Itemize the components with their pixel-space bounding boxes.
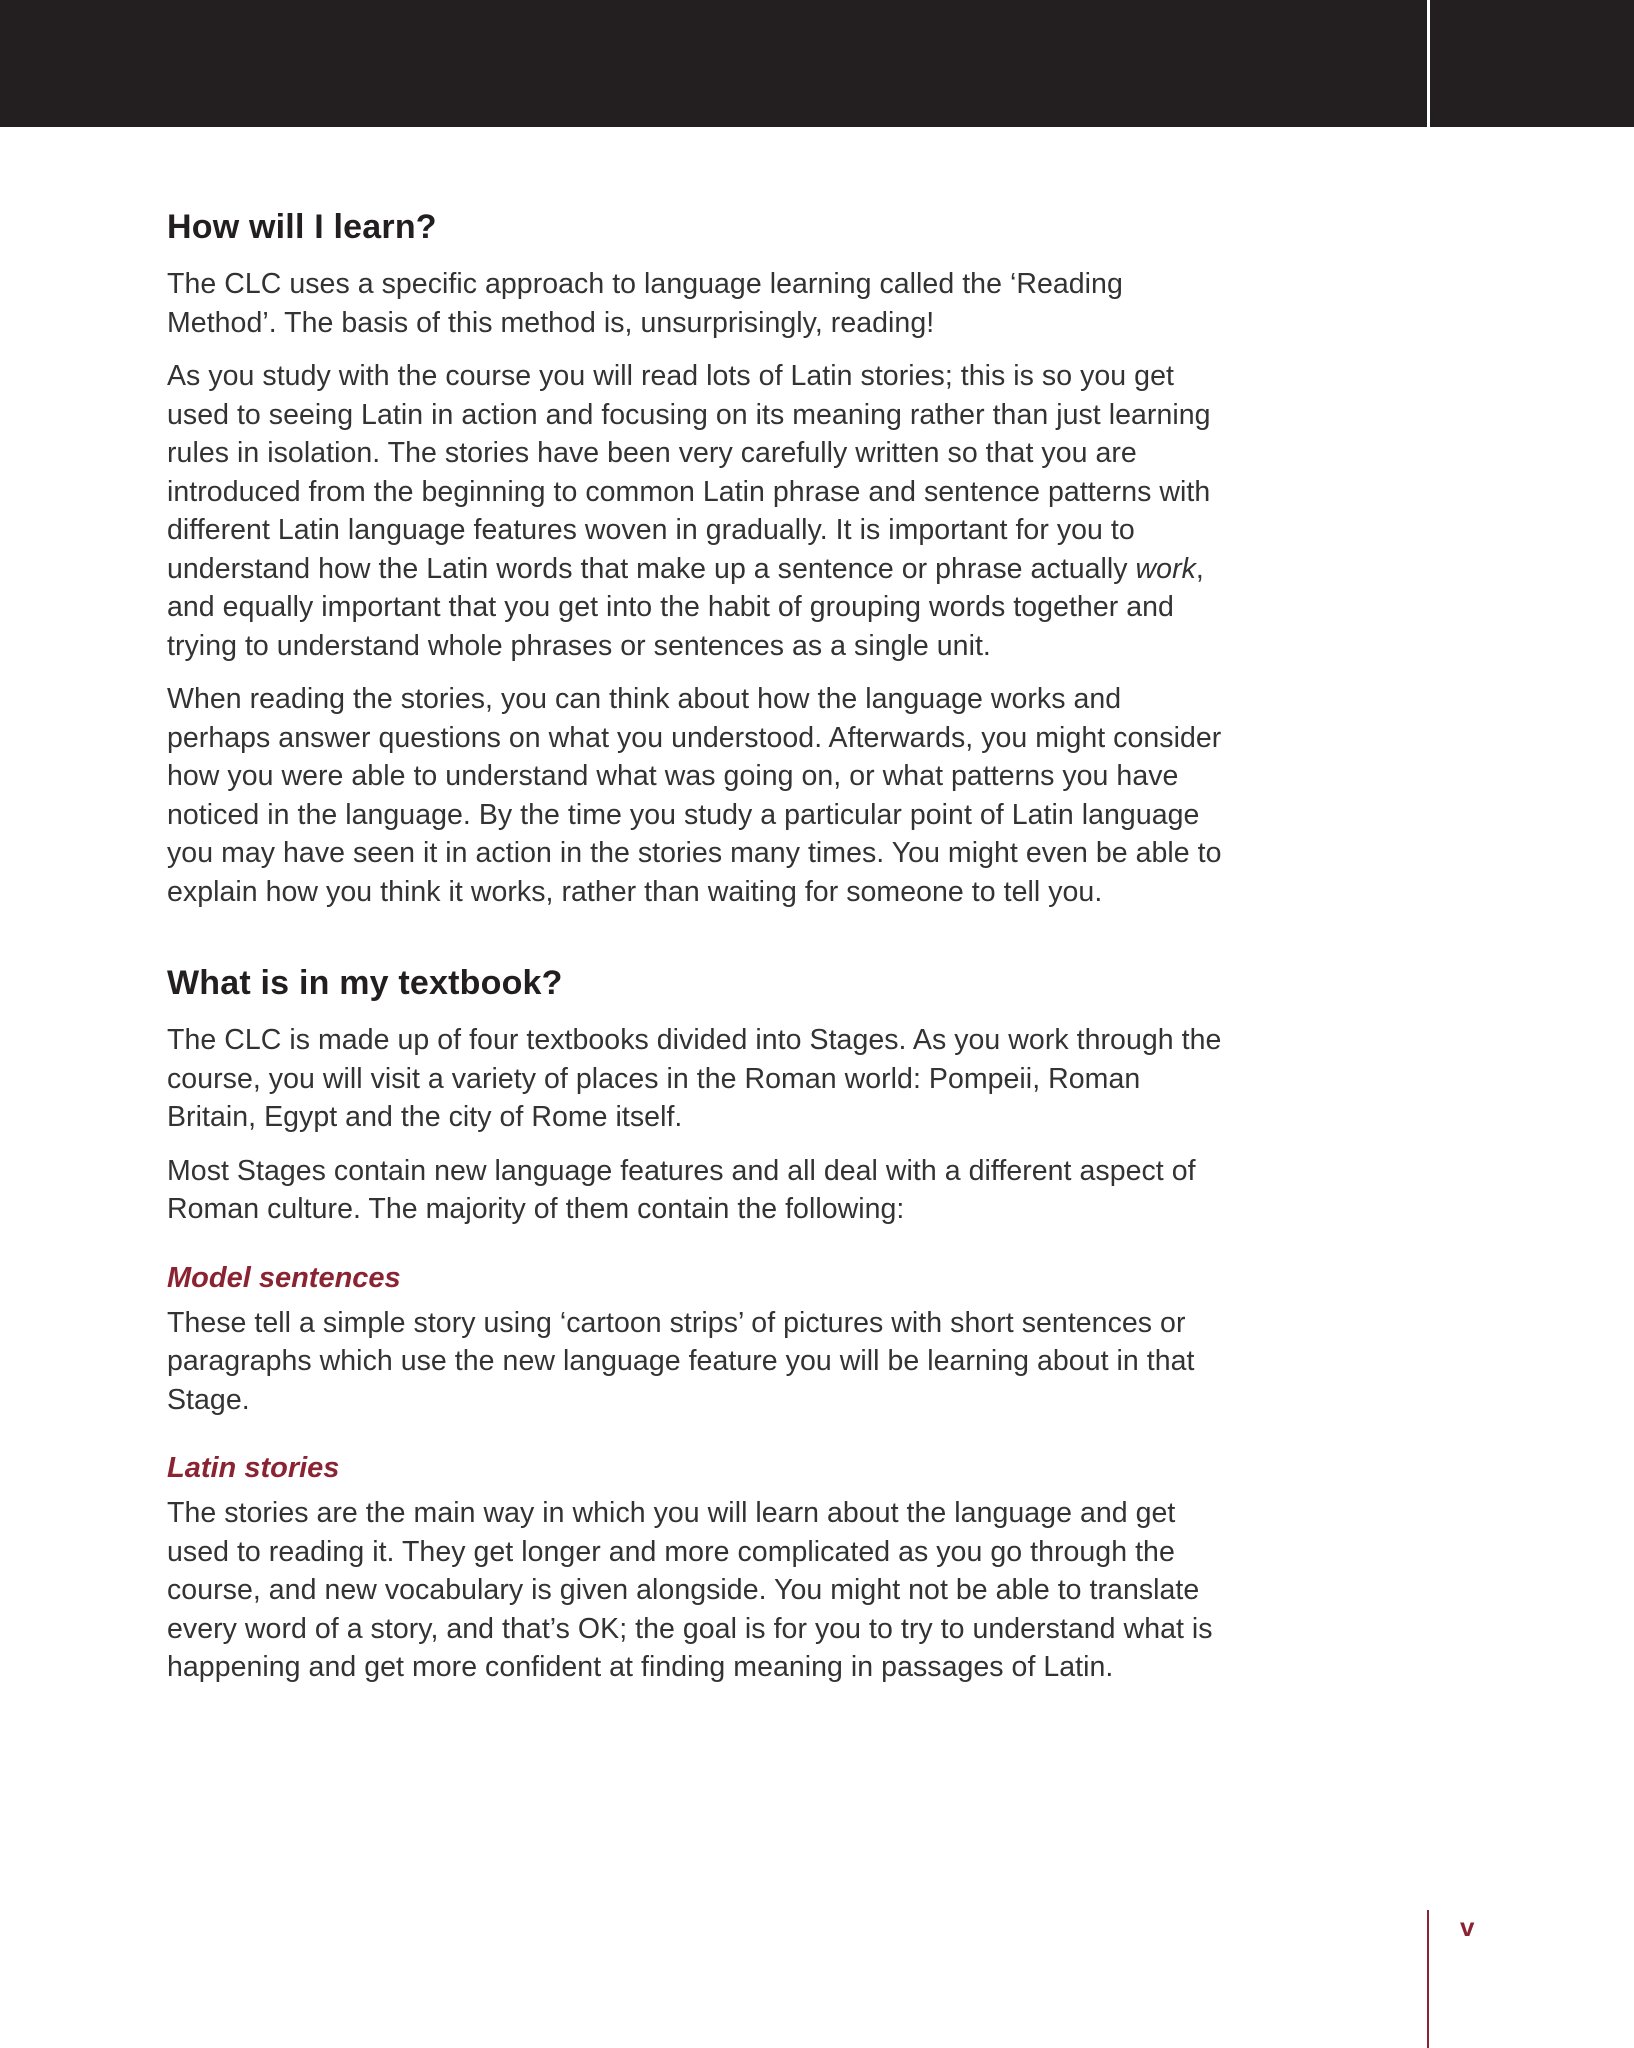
page-content: [167, 205, 1227, 1702]
paragraph-model-sentences: These tell a simple story using ‘cartoon strips’ of pictures with short sentences or paragraphs which use the new language feature you will be learning about in that Stage.: [167, 1306, 1195, 1416]
subheading-model-sentences: Model sentences: [167, 1261, 401, 1294]
header-band: [0, 0, 1634, 127]
paragraph-text-after: , and equally important that you get into the habit of grouping words together and trying to understand whole phrases or sentences as a single unit.: [167, 552, 1204, 662]
page-number: v: [1460, 1912, 1475, 1942]
paragraph-stages-contents: Most Stages contain new language features and all deal with a different aspect of Roman culture. The majority of them contain the following:: [167, 1154, 1196, 1225]
paragraph-latin-stories: The stories are the main way in which you will learn about the language and get used to reading it. They get longer and more complicated as you go through the course, and new vocabulary is given alongside. You might not be able to translate every word of a story, and that’s OK; the goal is for you to try to understand what is happening and get more confident at finding meaning in passages of Latin.: [167, 1497, 1213, 1683]
section-heading-how-will-i-learn: How will I learn?: [167, 208, 437, 246]
paragraph-four-textbooks: The CLC is made up of four textbooks divided into Stages. As you work through the course, you will visit a variety of places in the Roman world: Pompeii, Roman Britain, Egypt and the city of Rome itself.: [167, 1024, 1222, 1133]
paragraph-latin-stories-approach: [167, 357, 1227, 665]
subheading-latin-stories: Latin stories: [167, 1452, 340, 1484]
page-number-rule: [1427, 1910, 1429, 2048]
paragraph-reading-stories: When reading the stories, you can think about how the language works and perhaps answer questions on what you understood. Afterwards, you might consider how you were able to understand what was going on, or what patterns you have noticed in the language. By the time you study a particular point of Latin language you may have seen it in action in the stories many times. You might even be able to explain how you think it works, rather than waiting for someone to tell you.: [167, 683, 1222, 908]
emphasis-work: work: [1135, 552, 1196, 585]
header-band-divider: [1427, 0, 1430, 127]
paragraph-text-before: As you study with the course you will read lots of Latin stories; this is so you get used to seeing Latin in action and focusing on its meaning rather than just learning rules in isolation. The stories have been very carefully written so that you are introduced from the beginning to common Latin phrase and sentence patterns with different Latin language features woven in gradually. It is important for you to understand how the Latin words that make up a sentence or phrase actually: [167, 360, 1211, 585]
section-heading-what-is-in-my-textbook: What is in my textbook?: [167, 964, 563, 1002]
paragraph-reading-method: The CLC uses a specific approach to language learning called the ‘Reading Method’. The basis of this method is, unsurprisingly, reading!: [167, 268, 1123, 339]
